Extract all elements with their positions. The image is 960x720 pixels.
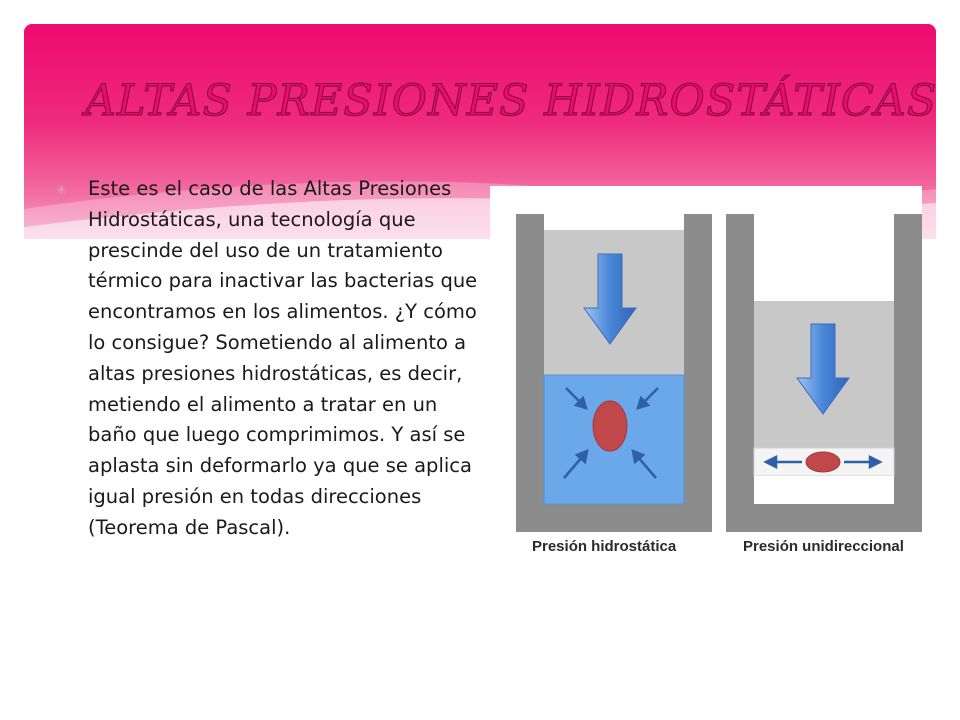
- unidirectional-base: [726, 504, 922, 532]
- unidirectional-food-item: [806, 452, 840, 472]
- unidirectional-right-wall: [894, 214, 922, 532]
- hydrostatic-base: [516, 504, 712, 532]
- slide-body-text: Este es el caso de las Altas Presiones Hidrostáticas, una tecnología que prescinde del uso de un tratamiento térmico para inactivar las bacterias que encontramos en los alimentos. ¿Y cómo lo consigue? Sometiendo al alimento a altas presiones hidrostáticas, es decir, metiendo el alimento a tratar en un baño que luego comprimimos. Y así se aplasta sin deformarlo ya que se aplica igual presión en todas direcciones (Teorema de Pascal).: [88, 177, 478, 539]
- hydrostatic-right-wall: [684, 214, 712, 532]
- slide-title: ALTAS PRESIONES HIDROSTÁTICAS: [85, 76, 938, 126]
- unidirectional-container: [726, 214, 922, 532]
- pressure-diagram-svg: [490, 186, 922, 586]
- hydrostatic-caption: Presión hidrostática: [532, 538, 677, 555]
- unidirectional-caption: Presión unidireccional: [743, 538, 904, 555]
- unidirectional-left-wall: [726, 214, 754, 532]
- hydrostatic-left-wall: [516, 214, 544, 532]
- unidirectional-gap: [754, 476, 894, 504]
- hydrostatic-container: [516, 214, 712, 532]
- asterisk-bullet-icon: ✳: [56, 183, 67, 198]
- pressure-diagram: [490, 186, 922, 586]
- hydrostatic-food-item: [593, 401, 627, 451]
